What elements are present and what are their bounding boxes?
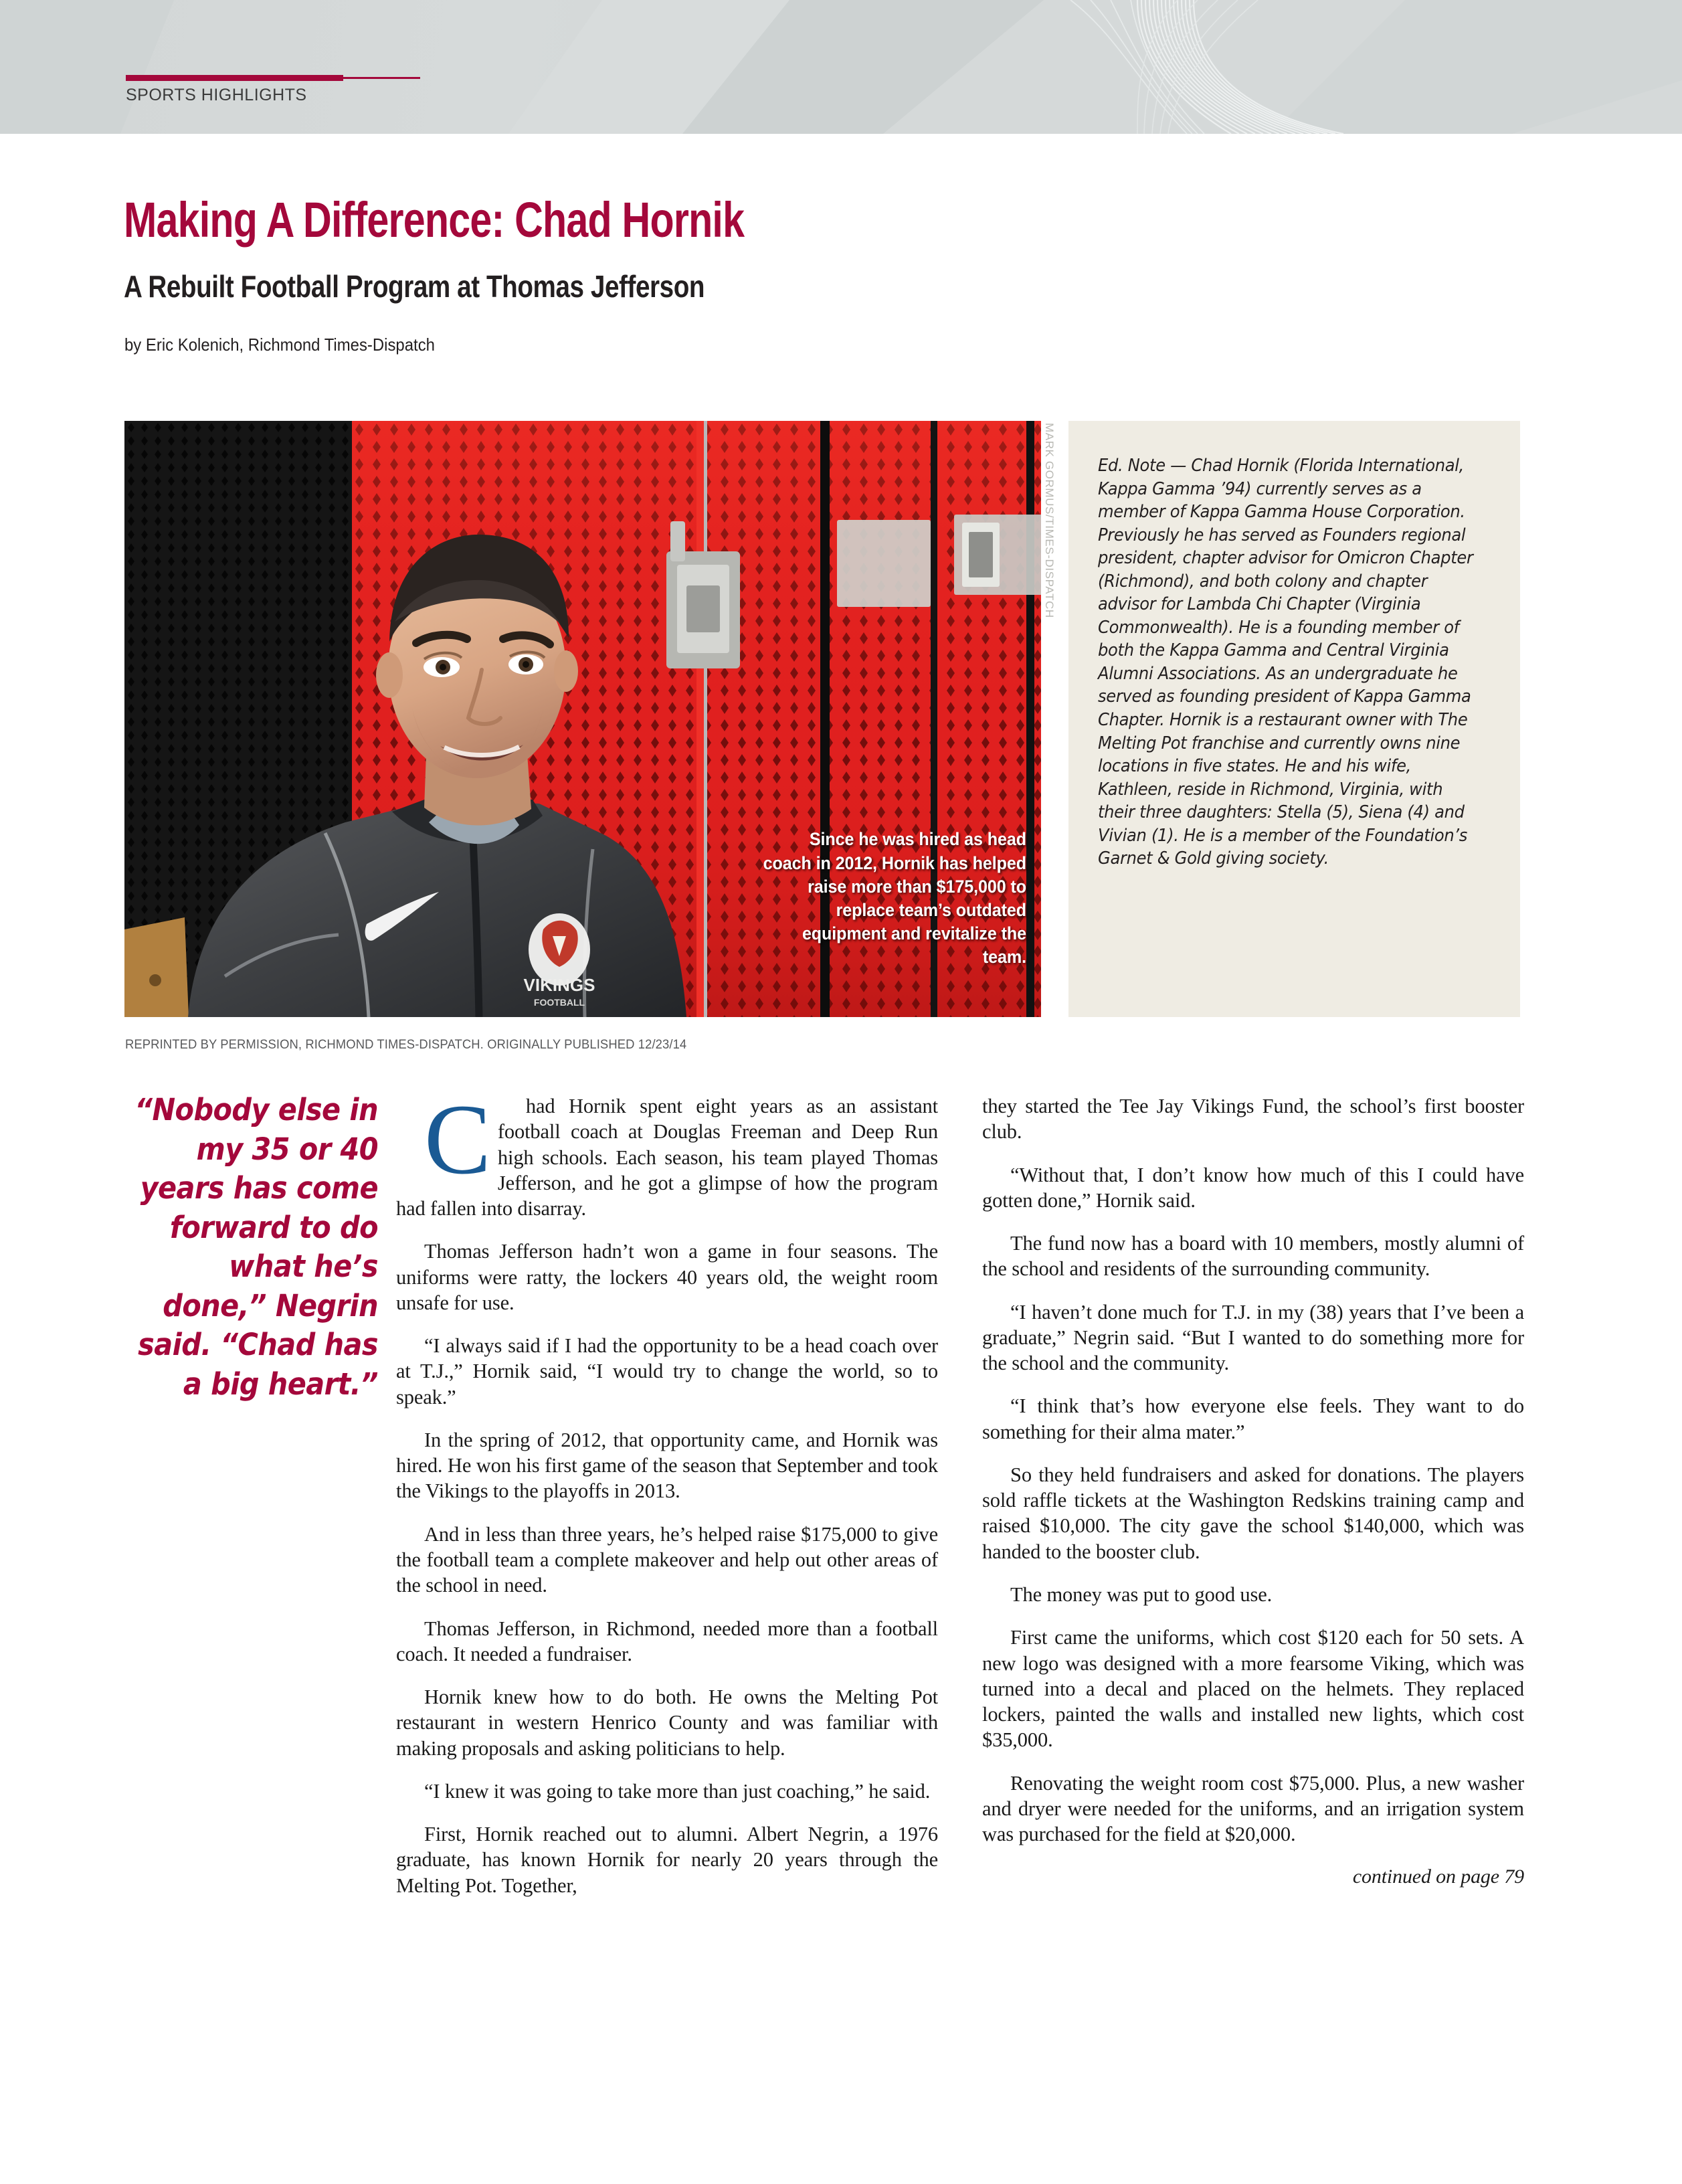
reprint-permission-line: REPRINTED BY PERMISSION, RICHMOND TIMES-DISPATCH. ORIGINALLY PUBLISHED 12/23/14	[125, 1038, 687, 1052]
body-paragraph: In the spring of 2012, that opportunity came, and Hornik was hired. He won his first game of the season that September and took the Vikings to the playoffs in 2013.	[396, 1428, 938, 1503]
article-photo	[124, 421, 1041, 1017]
svg-text:FOOTBALL: FOOTBALL	[533, 997, 585, 1008]
body-paragraph: “Without that, I don’t know how much of this I could have gotten done,” Hornik said.	[982, 1163, 1524, 1212]
body-column-left	[396, 1084, 938, 1898]
editors-note-text: Ed. Note — Chad Hornik (Florida International, Kappa Gamma ’94) currently serves as a member of Kappa Gamma House Corporation. Previously he has served as Founders regional president, chapter advisor for Omicron Chapter (Richmond), and both colony and chapter advisor for Lambda Chi Chapter (Virginia Commonwealth). He is a founding member of both the Kappa Gamma and Central Virginia Alumni Associations. As an undergraduate he served as founding president of Kappa Gamma Chapter. Hornik is a restaurant owner with The Melting Pot franchise and currently owns nine locations in five states. He and his wife, Kathleen, reside in Richmond, Virginia, with their three daughters: Stella (5), Siena (4) and Vivian (1). He is a member of the Foundation’s Garnet & Gold giving society.	[1098, 456, 1473, 869]
body-paragraph: “I think that’s how everyone else feels. They want to do something for their alma mater.”	[982, 1394, 1524, 1443]
continued-on-page-note: continued on page 79	[1352, 1865, 1524, 1888]
banner-line-art	[0, 0, 1682, 134]
body-paragraph: Thomas Jefferson hadn’t won a game in four seasons. The uniforms were ratty, the lockers 40 years old, the weight room unsafe for use.	[396, 1240, 938, 1314]
body-paragraph: Renovating the weight room cost $75,000. Plus, a new washer and dryer were needed for the uniforms, and an irrigation system was purchased for the field at $20,000.	[982, 1771, 1524, 1846]
svg-text:VIKINGS: VIKINGS	[523, 975, 595, 995]
kicker-rule	[126, 75, 420, 83]
editors-note-box	[1068, 421, 1520, 1017]
body-paragraph: The fund now has a board with 10 members, mostly alumni of the school and residents of the surrounding community.	[982, 1232, 1524, 1281]
pull-quote: “Nobody else in my 35 or 40 years has come forward to do what he’s done,” Negrin said. “Chad has a big heart.”	[134, 1092, 378, 1402]
kicker-rule-thin	[343, 77, 420, 79]
section-kicker: SPORTS HIGHLIGHTS	[126, 86, 307, 104]
body-column-right	[982, 1093, 1524, 1890]
page-header-banner	[0, 0, 1682, 134]
body-paragraph: The money was put to good use.	[1010, 1582, 1273, 1606]
body-paragraph: “I knew it was going to take more than just coaching,” he said.	[424, 1779, 931, 1803]
body-paragraph: “I always said if I had the opportunity to be a head coach over at T.J.,” Hornik said, “I would try to change the world, so to speak.”	[396, 1334, 938, 1408]
body-paragraph: they started the Tee Jay Vikings Fund, the school’s first booster club.	[982, 1095, 1524, 1144]
photo-caption: Since he was hired as head coach in 2012, Hornik has helped raise more than $175,000 to replace team’s outdated equipment and revitalize the team.	[763, 829, 1026, 967]
article-byline: by Eric Kolenich, Richmond Times-Dispatch	[124, 335, 435, 355]
body-paragraph: First came the uniforms, which cost $120 each for 50 sets. A new logo was designed with a more fearsome Viking, which was turned into a decal and placed on the helmets. They replaced lockers, painted the walls and installed new lights, which cost $35,000.	[982, 1626, 1524, 1752]
page-title: Making A Difference: Chad Hornik	[124, 192, 745, 248]
body-paragraph: Thomas Jefferson, in Richmond, needed more than a football coach. It needed a fundraiser.	[396, 1617, 938, 1665]
photo-credit: MARK GORMUS/TIMES-DISPATCH	[1043, 423, 1056, 618]
body-paragraph-text: had Hornik spent eight years as an assistant football coach at Douglas Freeman and Deep Run high schools. Each season, his team played Thomas Jefferson, and he got a glimpse of how the program had fallen into disarray.	[396, 1095, 938, 1220]
body-paragraph: First, Hornik reached out to alumni. Albert Negrin, a 1976 graduate, has known Hornik for nearly 20 years through the Melting Pot. Together,	[396, 1823, 938, 1897]
body-paragraph: “I haven’t done much for T.J. in my (38) years that I’ve been a graduate,” Negrin said. “But I wanted to do something more for the school and the community.	[982, 1300, 1524, 1375]
drop-cap: C	[424, 1084, 491, 1195]
body-paragraph	[396, 1084, 938, 1221]
body-paragraph: Hornik knew how to do both. He owns the Melting Pot restaurant in western Henrico County and was familiar with making proposals and asking politicians to help.	[396, 1686, 938, 1760]
page-subtitle: A Rebuilt Football Program at Thomas Jefferson	[124, 269, 705, 304]
body-paragraph: So they held fundraisers and asked for donations. The players sold raffle tickets at the Washington Redskins training camp and raised $10,000. The city gave the school $140,000, which was handed to the booster club.	[982, 1463, 1524, 1563]
kicker-rule-thick	[126, 75, 343, 81]
body-paragraph: And in less than three years, he’s helped raise $175,000 to give the football team a complete makeover and help out other areas of the school in need.	[396, 1522, 938, 1597]
